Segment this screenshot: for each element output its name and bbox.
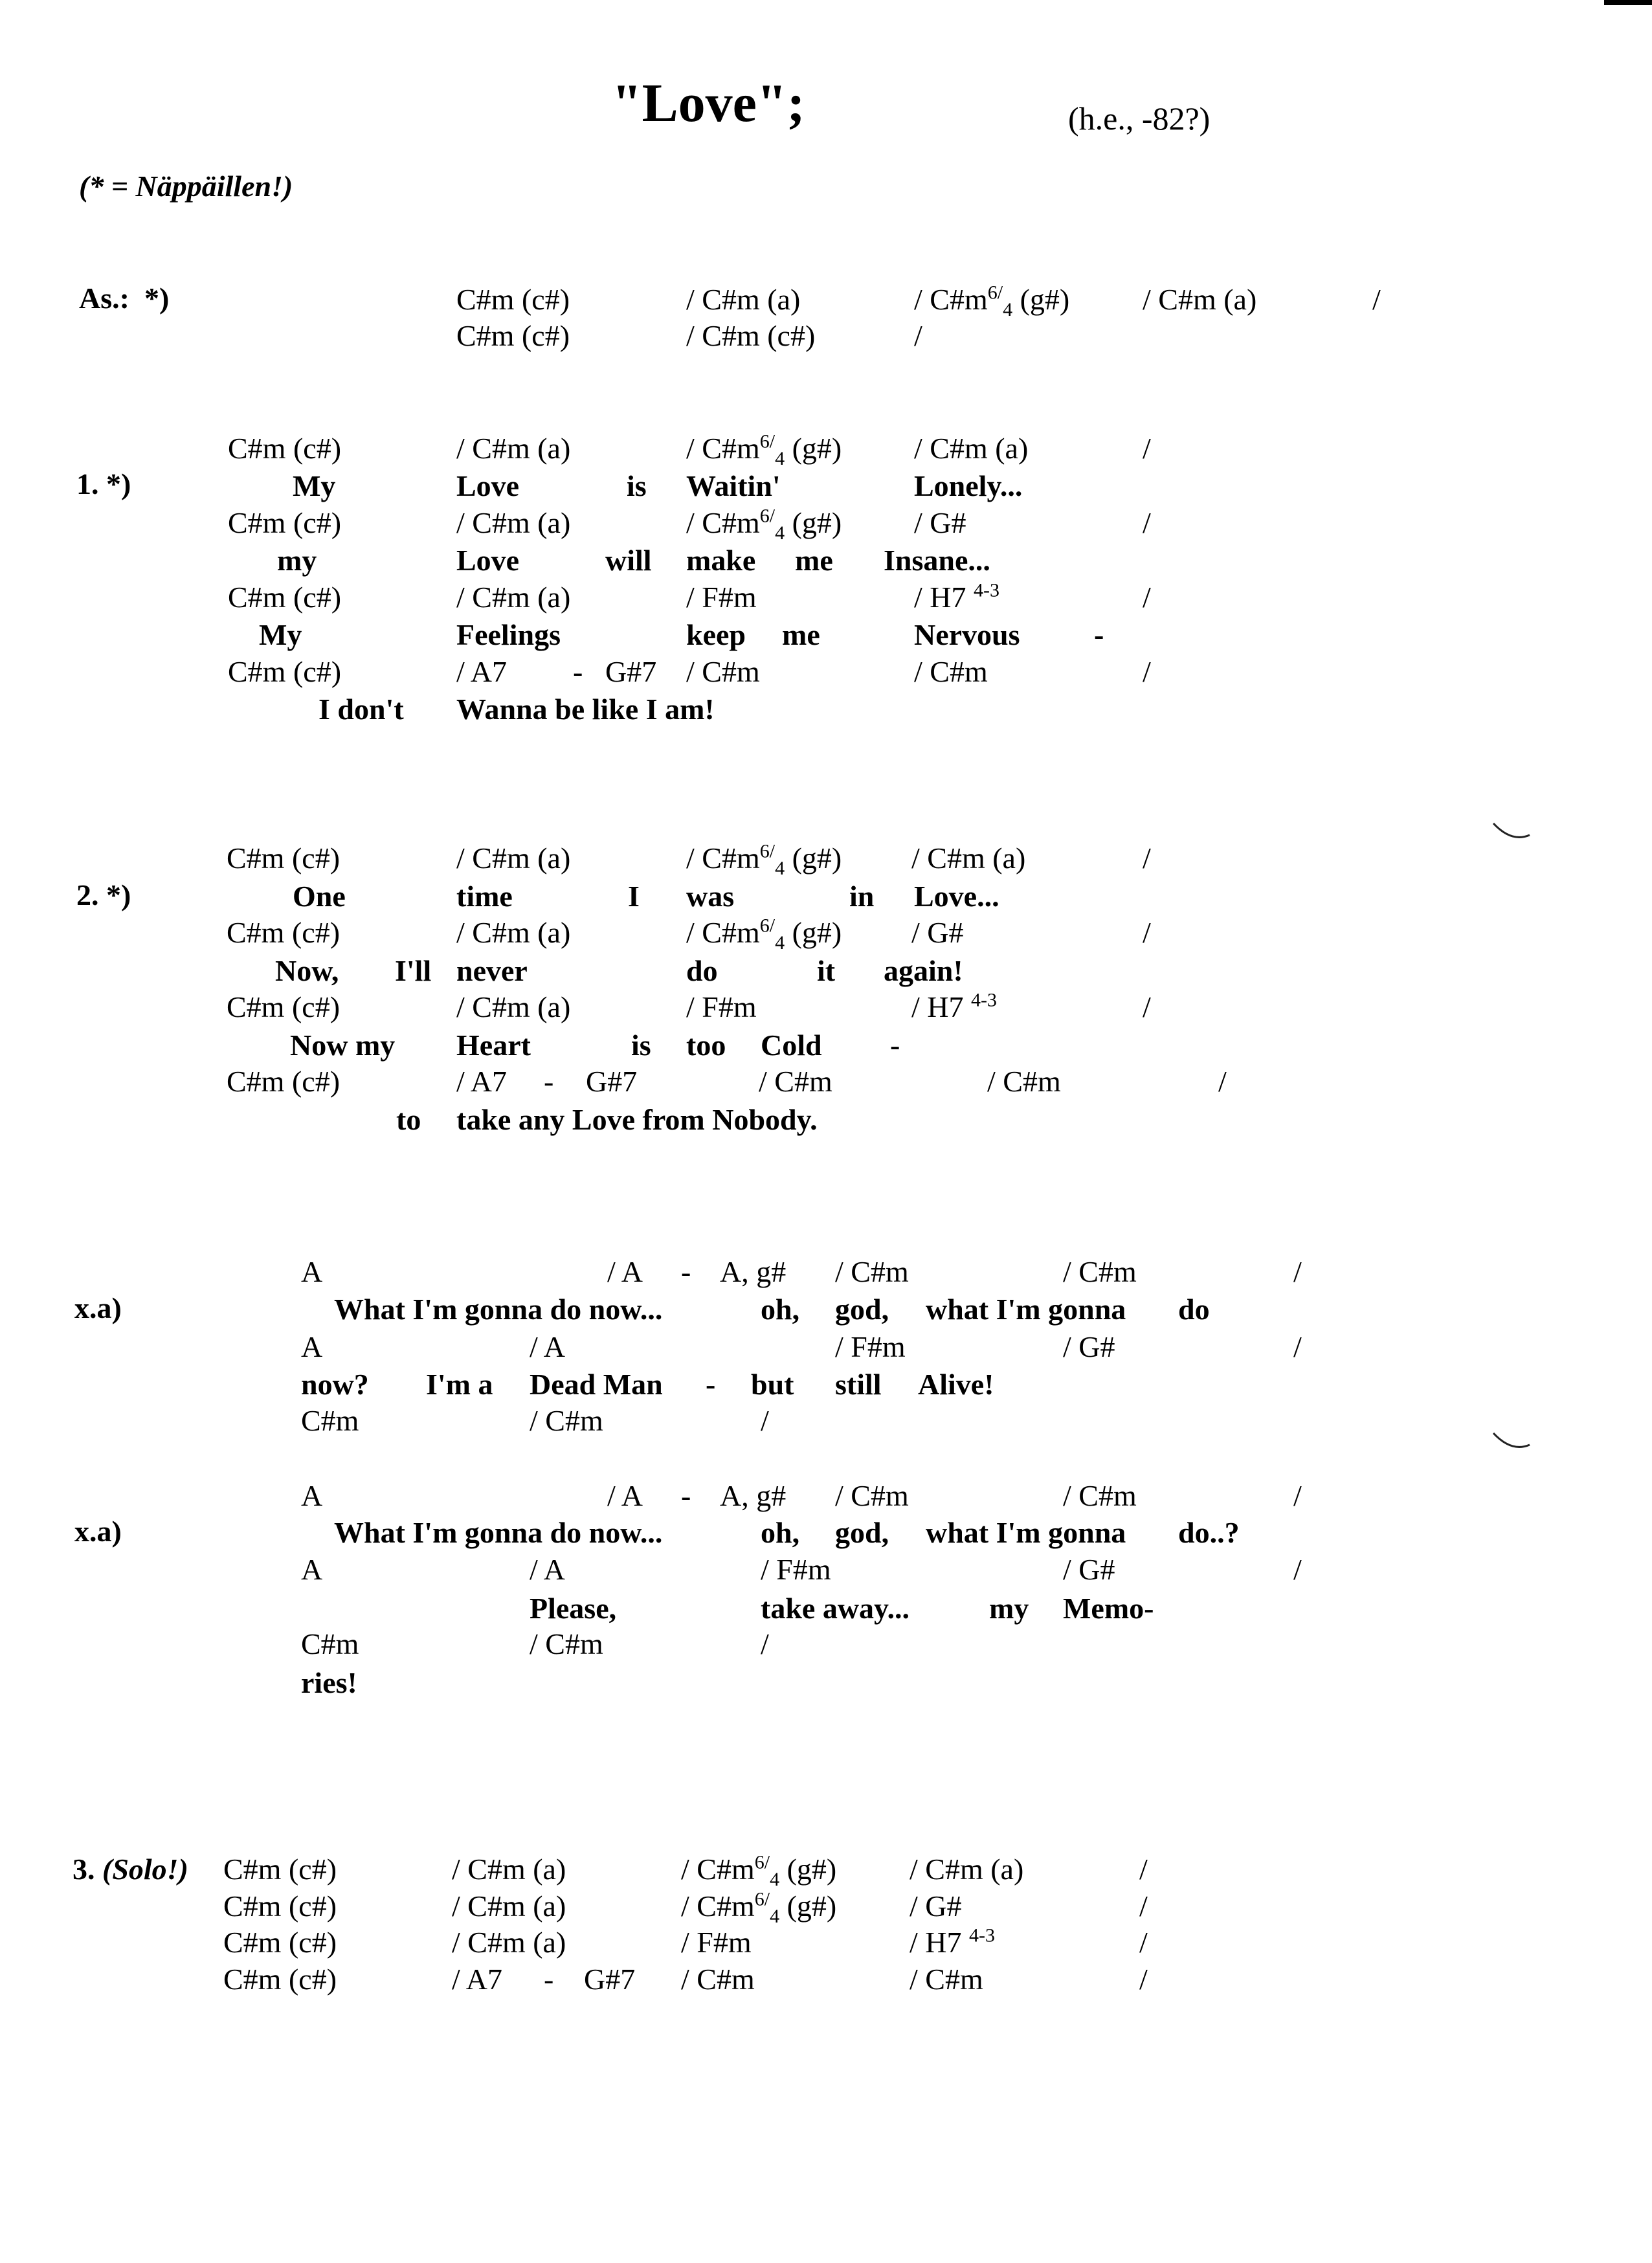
chord-dash: - (681, 1255, 691, 1288)
chord-dash: - (544, 1065, 554, 1098)
bar-line: / (1293, 1255, 1302, 1288)
lyric: do (686, 954, 718, 987)
lyric: My (293, 469, 336, 502)
chord: / $C\#m^{6/}_4$ (g#) (686, 915, 842, 954)
chord: A (301, 1330, 323, 1363)
chord: / C#m (910, 1963, 983, 1996)
chord: C#m (c#) (223, 1926, 337, 1959)
lyric: What I'm gonna do now... (334, 1293, 663, 1326)
chord: / A7 (456, 655, 507, 688)
lyric: in (849, 880, 875, 913)
chord: / H7 $^{4-3}$ (911, 989, 997, 1023)
chord: / C#m (1063, 1255, 1137, 1288)
chord: / G# (914, 506, 966, 539)
lyric: keep (686, 618, 746, 651)
chord: / F#m (761, 1553, 831, 1586)
chord: / $C\#m^{6/}_4$ (g#) (681, 1851, 837, 1891)
chord: / G# (910, 1890, 962, 1923)
lyric: Lonely... (914, 469, 1023, 502)
chord: C#m (c#) (456, 283, 570, 316)
bar-line: / (1293, 1479, 1302, 1512)
lyric: do (1178, 1293, 1210, 1326)
lyric: Heart (456, 1029, 531, 1062)
chord: / C#m (a) (910, 1853, 1024, 1886)
chord: / A7 (456, 1065, 507, 1098)
chord: C#m (c#) (227, 842, 340, 875)
chord: / C#m (a) (456, 581, 571, 614)
chord: / C#m (835, 1479, 909, 1512)
chord: / F#m (681, 1926, 752, 1959)
chord: / C#m (a) (452, 1926, 566, 1959)
chord: / C#m (686, 655, 760, 688)
chord: / C#m (530, 1404, 603, 1437)
chord: / C#m (759, 1065, 832, 1098)
chord: / A (530, 1330, 565, 1363)
chord: / G# (1063, 1553, 1115, 1586)
chord: / A (607, 1479, 643, 1512)
chord-dash: - (681, 1479, 691, 1512)
lyric: Love (456, 469, 520, 502)
song-title: "Love"; (612, 73, 805, 133)
lyric: I don't (318, 693, 404, 726)
chord: / C#m (530, 1627, 603, 1660)
bar-line: / (1143, 990, 1151, 1023)
chord: / C#m (c#) (686, 319, 816, 352)
chord: A (301, 1553, 323, 1586)
lyric: oh, (761, 1293, 800, 1326)
lyric: it (817, 954, 836, 987)
bar-line: / (1143, 506, 1151, 539)
lyric: What I'm gonna do now... (334, 1516, 663, 1549)
picking-note: (* = Näppäillen!) (79, 170, 293, 203)
punch-hole-mark (1492, 821, 1531, 847)
lyric: is (627, 469, 647, 502)
chord: C#m (c#) (228, 432, 342, 465)
bar-line: / (1139, 1853, 1148, 1886)
bar-line: / (1143, 916, 1151, 949)
chord: G#7 (586, 1065, 638, 1098)
chord: C#m (c#) (223, 1963, 337, 1996)
chord: G#7 (584, 1963, 636, 1996)
chord: / C#m (987, 1065, 1061, 1098)
song-date: (h.e., -82?) (1068, 100, 1211, 137)
lyric: Please, (530, 1592, 617, 1625)
lyric: god, (835, 1293, 889, 1326)
lyric: what I'm gonna (926, 1293, 1126, 1326)
lyric: Alive! (918, 1368, 994, 1401)
lyric: One (293, 880, 346, 913)
bar-line: / (1143, 655, 1151, 688)
chord: / H7 $^{4-3}$ (914, 579, 999, 614)
lyric: Feelings (456, 618, 561, 651)
lyric-dash: - (890, 1029, 900, 1062)
chord: C#m (c#) (227, 990, 340, 1023)
chord: C#m (301, 1404, 359, 1437)
lyric: oh, (761, 1516, 800, 1549)
bar-line: / (1372, 283, 1381, 316)
chord: / C#m (835, 1255, 909, 1288)
chord: C#m (301, 1627, 359, 1660)
bar-line: / (1143, 581, 1151, 614)
intro-label: As.: *) (79, 282, 170, 315)
lyric: Now my (290, 1029, 396, 1062)
lyric: Love (456, 544, 520, 577)
bar-line: / (1139, 1963, 1148, 1996)
lyric: Memo- (1063, 1592, 1154, 1625)
chord: C#m (c#) (456, 319, 570, 352)
chord: A (301, 1479, 323, 1512)
bar-line: / (1293, 1330, 1302, 1363)
lyric: My (259, 618, 302, 651)
lyric: I (628, 880, 640, 913)
bar-line: / (761, 1404, 769, 1437)
bar-line: / (1143, 842, 1151, 875)
lyric: will (605, 544, 652, 577)
chorus-2-label: x.a) (74, 1515, 122, 1548)
lyric: I'm a (426, 1368, 493, 1401)
chorus-1-label: x.a) (74, 1291, 122, 1324)
chord: C#m (c#) (227, 1065, 340, 1098)
lyric: do..? (1178, 1516, 1240, 1549)
lyric: my (277, 544, 317, 577)
lyric-dash: - (1094, 618, 1104, 651)
chord: / A (530, 1553, 565, 1586)
chord: / C#m (914, 655, 988, 688)
lyric: to (396, 1103, 421, 1136)
chord: / C#m (a) (914, 432, 1029, 465)
lyric: Wanna be like I am! (456, 693, 715, 726)
lyric: Insane... (884, 544, 990, 577)
bar-line: / (1293, 1553, 1302, 1586)
bar-line: / (1143, 432, 1151, 465)
chord: / F#m (686, 581, 757, 614)
lyric-dash: - (706, 1368, 716, 1401)
lyric: Cold (761, 1029, 822, 1062)
chord: / F#m (835, 1330, 906, 1363)
chord: / G# (911, 916, 964, 949)
chord: / C#m (a) (456, 916, 571, 949)
chord: / A7 (452, 1963, 502, 1996)
chord: / H7 $^{4-3}$ (910, 1924, 995, 1959)
chord: C#m (c#) (223, 1853, 337, 1886)
lyric: take any Love from Nobody. (456, 1103, 818, 1136)
lyric: make (686, 544, 756, 577)
lyric: me (782, 618, 820, 651)
chord: C#m (c#) (228, 655, 342, 688)
solo-label: 3. (Solo!) (73, 1853, 188, 1886)
punch-hole-mark (1492, 1431, 1531, 1456)
lyric: Love... (914, 880, 999, 913)
lyric: still (835, 1368, 882, 1401)
chord: C#m (c#) (223, 1890, 337, 1923)
bar-line: / (1139, 1890, 1148, 1923)
lyric: me (795, 544, 833, 577)
lyric: but (751, 1368, 794, 1401)
chord: / C#m (a) (452, 1853, 566, 1886)
chord: / C#m (a) (686, 283, 801, 316)
chord: / F#m (686, 990, 757, 1023)
chord: A, g# (720, 1479, 787, 1512)
bar-line: / (914, 319, 922, 352)
chord: / C#m (a) (456, 506, 571, 539)
chord: / C#m (a) (452, 1890, 566, 1923)
chord-dash: - (573, 655, 583, 688)
lyric: Waitin' (686, 469, 781, 502)
lyric: god, (835, 1516, 889, 1549)
chord: / C#m (a) (1143, 283, 1257, 316)
chord: / $C\#m^{6/}_4$ (g#) (686, 430, 842, 470)
lyric: take away... (761, 1592, 910, 1625)
chord-dash: - (544, 1963, 554, 1996)
chord: C#m (c#) (228, 506, 342, 539)
lyric: too (686, 1029, 726, 1062)
lyric: time (456, 880, 513, 913)
lyric: was (686, 880, 735, 913)
chord: / C#m (a) (456, 990, 571, 1023)
chord: / C#m (a) (456, 842, 571, 875)
verse-1-label: 1. *) (76, 467, 131, 500)
chord: / $C\#m^{6/}_4$ (g#) (681, 1888, 837, 1928)
chord: C#m (c#) (228, 581, 342, 614)
chord: / G# (1063, 1330, 1115, 1363)
chord: / C#m (a) (456, 432, 571, 465)
lyric: my (989, 1592, 1029, 1625)
bar-line: / (761, 1627, 769, 1660)
chord: G#7 (605, 655, 657, 688)
lyric: I'll (395, 954, 432, 987)
lyric: is (631, 1029, 651, 1062)
chord: / C#m (a) (911, 842, 1026, 875)
scan-corner-mark (1604, 0, 1652, 5)
chord: / $C\#m^{6/}_4$ (g#) (686, 840, 842, 880)
chord: A (301, 1255, 323, 1288)
lyric: Now, (275, 954, 339, 987)
chord: / $C\#m^{6/}_4$ (g#) (914, 282, 1070, 321)
lyric: Dead Man (530, 1368, 663, 1401)
bar-line: / (1139, 1926, 1148, 1959)
chord: C#m (c#) (227, 916, 340, 949)
lyric: now? (301, 1368, 369, 1401)
lyric: again! (884, 954, 963, 987)
chord: / $C\#m^{6/}_4$ (g#) (686, 505, 842, 544)
chord: / C#m (681, 1963, 755, 1996)
verse-2-label: 2. *) (76, 878, 131, 911)
lyric: what I'm gonna (926, 1516, 1126, 1549)
lyric: never (456, 954, 528, 987)
chord: / C#m (1063, 1479, 1137, 1512)
lyric: ries! (301, 1666, 357, 1699)
bar-line: / (1218, 1065, 1227, 1098)
chord: / A (607, 1255, 643, 1288)
chord: A, g# (720, 1255, 787, 1288)
lyric: Nervous (914, 618, 1020, 651)
